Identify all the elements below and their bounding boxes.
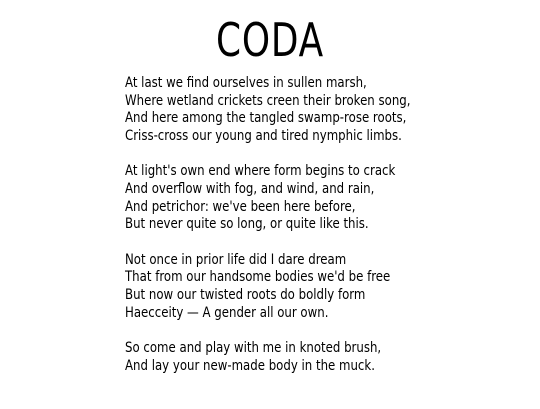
poem-line: But never quite so long, or quite like this.	[125, 216, 369, 233]
stanza-1	[125, 75, 535, 145]
poem-line: So come and play with me in knoted brush,	[125, 340, 382, 357]
poem-line: Not once in prior life did I dare dream	[125, 251, 347, 268]
stanza-3	[125, 252, 535, 322]
poem-title: CODA	[216, 13, 324, 67]
poem-line: Where wetland crickets creen their broken song,	[125, 92, 411, 109]
poem-line: Haecceity — A gender all our own.	[125, 304, 329, 321]
poem-line: That from our handsome bodies we'd be free	[125, 269, 391, 286]
poem-line: At light's own end where form begins to crack	[125, 163, 396, 180]
stanza-4	[125, 340, 535, 375]
poem-line: And here among the tangled swamp-rose roots,	[125, 110, 407, 127]
poem-body	[125, 75, 535, 393]
stanza-2	[125, 163, 535, 233]
poem-line: At last we find ourselves in sullen marsh,	[125, 75, 367, 91]
poem-line: And overflow with fog, and wind, and rain,	[125, 180, 375, 197]
poem-line: But now our twisted roots do boldly form	[125, 286, 366, 303]
poem-line: Criss-cross our young and tired nymphic limbs.	[125, 127, 402, 144]
poem-line: And petrichor: we've been here before,	[125, 198, 356, 215]
poem-line: And lay your new-made body in the muck.	[125, 357, 375, 374]
